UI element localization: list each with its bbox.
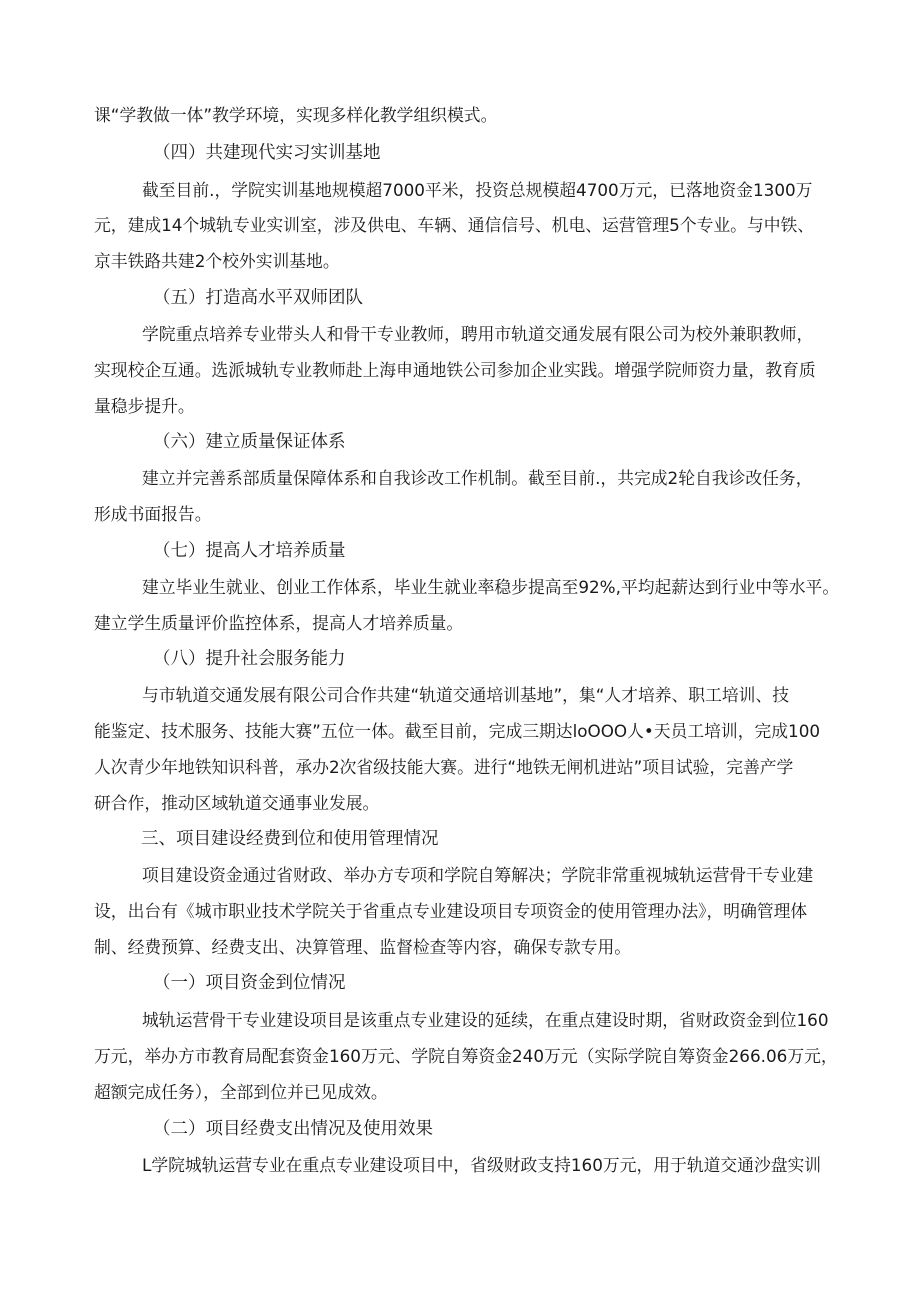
paragraph-line: 建立毕业生就业、创业工作体系，毕业生就业率稳步提高至92%,平均起薪达到行业中等水平。 xyxy=(142,577,840,597)
paragraph-line: 学院重点培养专业带头人和骨干专业教师，聘用市轨道交通发展有限公司为校外兼职教师， xyxy=(142,324,814,344)
paragraph-line: 与市轨道交通发展有限公司合作共建“轨道交通培训基地”，集“人才培养、职工培训、技 xyxy=(142,685,789,705)
paragraph-line: 量稳步提升。 xyxy=(94,396,195,416)
paragraph-line: 项目建设资金通过省财政、举办方专项和学院自筹解决；学院非常重视城轨运营骨干专业建 xyxy=(142,865,814,885)
paragraph-line: L学院城轨运营专业在重点专业建设项目中，省级财政支持160万元，用于轨道交通沙盘实训 xyxy=(142,1155,822,1175)
paragraph-line: 形成书面报告。 xyxy=(94,504,212,524)
paragraph-line: 课“学教做一体”教学环境，实现多样化教学组织模式。 xyxy=(94,105,498,125)
paragraph-line: 元，建成14个城轨专业实训室，涉及供电、车辆、通信信号、机电、运营管理5个专业。与中铁、 xyxy=(94,215,815,235)
paragraph-line: 建立并完善系部质量保障体系和自我诊改工作机制。截至目前.，共完成2轮自我诊改任务， xyxy=(142,468,813,488)
chapter-heading: 三、项目建设经费到位和使用管理情况 xyxy=(141,829,439,849)
paragraph-line: 能鉴定、技术服务、技能大赛”五位一体。截至目前，完成三期达loOOO人•天员工培训，完成100 xyxy=(94,721,821,741)
section-heading: （一）项目资金到位情况 xyxy=(153,973,346,993)
paragraph-line: 截至目前.，学院实训基地规模超7000平米，投资总规模超4700万元，已落地资金1300万 xyxy=(142,180,813,200)
paragraph-line: 建立学生质量评价监控体系，提高人才培养质量。 xyxy=(94,613,464,633)
paragraph-line: 设，出台有《城市职业技术学院关于省重点专业建设项目专项资金的使用管理办法》，明确管理体 xyxy=(94,901,808,921)
paragraph-line: 研合作，推动区域轨道交通事业发展。 xyxy=(94,793,380,813)
paragraph-line: 制、经费预算、经费支出、决算管理、监督检查等内容，确保专款专用。 xyxy=(94,937,632,957)
paragraph-line: 超额完成任务），全部到位并已见成效。 xyxy=(94,1082,388,1102)
section-heading: （八）提升社会服务能力 xyxy=(153,649,346,669)
paragraph-line: 万元，举办方市教育局配套资金160万元、学院自筹资金240万元（实际学院自筹资金266.06万元， xyxy=(94,1046,838,1066)
paragraph-line: 人次青少年地铁知识科普，承办2次省级技能大赛。进行“地铁无闸机进站”项目试验，完善产学 xyxy=(94,757,794,777)
section-heading: （六）建立质量保证体系 xyxy=(153,432,346,452)
paragraph-line: 城轨运营骨干专业建设项目是该重点专业建设的延续，在重点建设时期，省财政资金到位160 xyxy=(142,1010,829,1030)
paragraph-line: 实现校企互通。选派城轨专业教师赴上海申通地铁公司参加企业实践。增强学院师资力量，教育质 xyxy=(94,360,816,380)
section-heading: （七）提高人才培养质量 xyxy=(153,541,346,561)
section-heading: （四）共建现代实习实训基地 xyxy=(153,143,381,163)
section-heading: （二）项目经费支出情况及使用效果 xyxy=(153,1119,433,1139)
paragraph-line: 京丰铁路共建2个校外实训基地。 xyxy=(94,251,340,271)
section-heading: （五）打造高水平双师团队 xyxy=(153,288,363,308)
